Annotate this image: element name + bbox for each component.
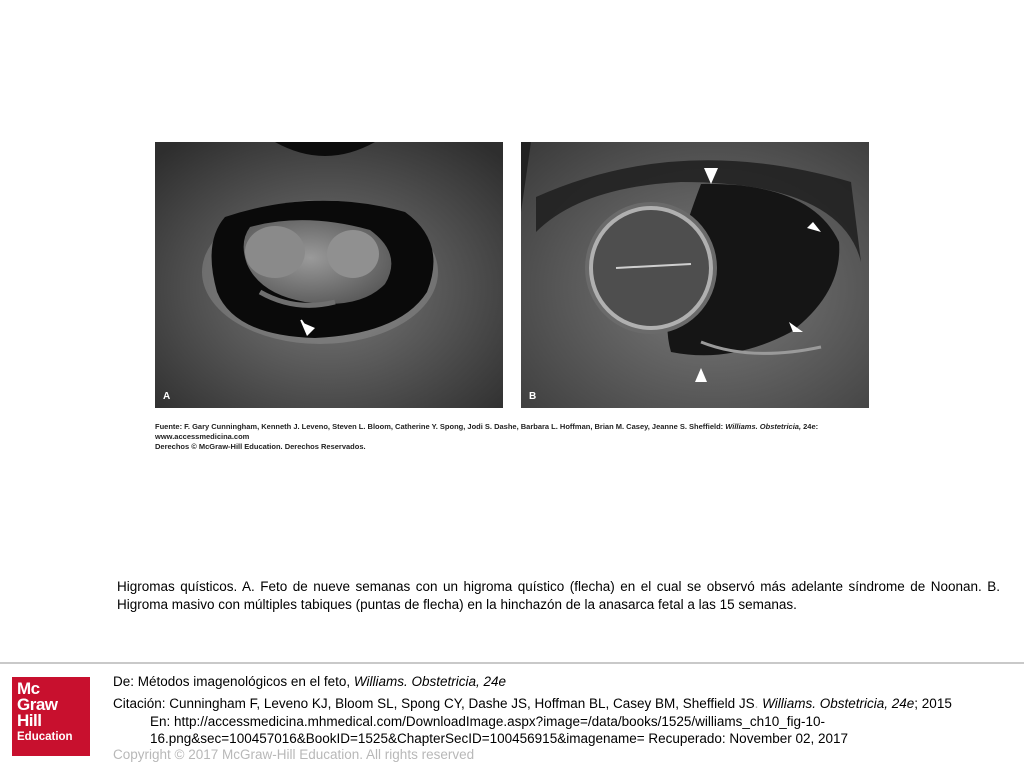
mcgraw-hill-logo: Mc Graw Hill Education bbox=[12, 677, 90, 756]
source-line-1: Fuente: F. Gary Cunningham, Kenneth J. Leveno, Steven L. Bloom, Catherine Y. Spong, Jodi S. Dashe, Barbara L. Hoffman, Brian M. Casey, Jeanne S. Sheffield: Williams. Obstetricia, 24e: bbox=[155, 422, 819, 431]
ultrasound-image-b bbox=[521, 142, 869, 408]
footer-divider bbox=[0, 662, 1024, 664]
citation-line: Citación: Cunningham F, Leveno KJ, Bloom SL, Spong CY, Dashe JS, Hoffman BL, Casey BM, Sheffield JS. Williams. Obstetricia, 24e; 2015 bbox=[113, 696, 952, 711]
panel-label-a: A bbox=[163, 391, 171, 402]
figure-source bbox=[155, 422, 875, 452]
from-line: De: Métodos imagenológicos en el feto, Williams. Obstetricia, 24e bbox=[113, 674, 507, 689]
panel-label-b: B bbox=[529, 391, 537, 402]
source-line-2: www.accessmedicina.com bbox=[155, 432, 250, 441]
citation-retrieved-line: 16.png&sec=100457016&BookID=1525&ChapterSecID=100456915&imagename= Recuperado: November 02, 2017 bbox=[150, 731, 849, 746]
source-line-3: Derechos © McGraw-Hill Education. Derechos Reservados. bbox=[155, 442, 366, 451]
ultrasound-image-a bbox=[155, 142, 503, 408]
figure-caption: Higromas quísticos. A. Feto de nueve semanas con un higroma quístico (flecha) en el cual se observó más adelante síndrome de Noonan. B. Higroma masivo con múltiples tabiques (puntas de flecha) en la hinchazón de la anasarca fetal a las 15 semanas. bbox=[117, 579, 1000, 612]
copyright-text: Copyright © 2017 McGraw-Hill Education. All rights reserved bbox=[113, 747, 475, 762]
citation-url-line: En: http://accessmedicina.mhmedical.com/DownloadImage.aspx?image=/data/books/1525/williams_ch10_fig-10- bbox=[150, 714, 825, 729]
